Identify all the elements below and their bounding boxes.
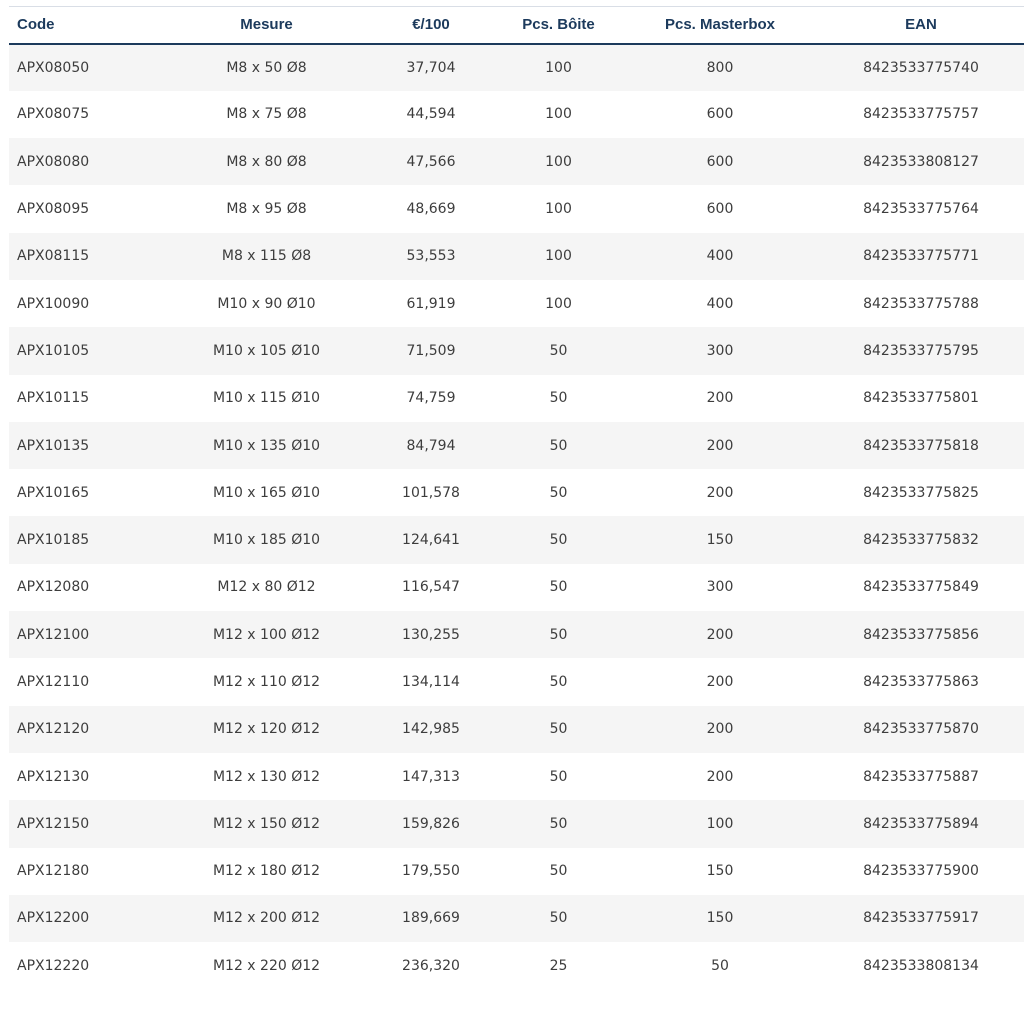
- cell-code: APX10135: [17, 437, 90, 454]
- product-table-container: [9, 6, 1024, 989]
- cell-code: APX12220: [17, 957, 90, 974]
- table-row: [9, 44, 1024, 91]
- cell-code: APX12200: [17, 910, 90, 927]
- cell-code: APX12100: [17, 626, 90, 643]
- table-row: [9, 848, 1024, 895]
- cell-pcs-boite: 100: [545, 59, 572, 76]
- cell-mesure: M12 x 220 Ø12: [212, 957, 321, 974]
- cell-pcs-boite: 100: [545, 248, 572, 265]
- cell-pcs-masterbox: 200: [706, 484, 734, 501]
- cell-price: 61,919: [406, 295, 456, 312]
- cell-pcs-boite: 50: [549, 910, 568, 927]
- cell-price: 236,320: [402, 957, 460, 974]
- cell-price: 47,566: [406, 153, 456, 170]
- cell-mesure: M10 x 115 Ø10: [212, 390, 321, 407]
- cell-pcs-boite: 50: [549, 390, 568, 407]
- table-row: [9, 658, 1024, 705]
- cell-ean: 8423533775863: [863, 674, 979, 690]
- cell-price: 84,794: [406, 437, 456, 454]
- cell-ean: 8423533775900: [863, 863, 979, 880]
- table-row: [9, 564, 1024, 611]
- cell-mesure: M12 x 100 Ø12: [212, 626, 321, 643]
- cell-ean: 8423533775917: [863, 910, 979, 927]
- cell-code: APX08050: [17, 59, 90, 76]
- cell-ean: 8423533775894: [863, 815, 979, 832]
- cell-pcs-boite: 50: [549, 768, 568, 785]
- table-row: [9, 942, 1024, 989]
- cell-price: 189,669: [402, 910, 460, 927]
- cell-pcs-masterbox: 150: [706, 863, 734, 880]
- table-row: [9, 753, 1024, 800]
- table-row: [9, 469, 1024, 516]
- cell-ean: 8423533775757: [863, 106, 979, 123]
- cell-pcs-masterbox: 50: [711, 957, 729, 974]
- cell-pcs-boite: 50: [549, 532, 568, 549]
- cell-pcs-masterbox: 600: [706, 201, 734, 218]
- cell-mesure: M12 x 120 Ø12: [212, 721, 321, 738]
- cell-code: APX08115: [17, 248, 90, 265]
- cell-ean: 8423533775818: [863, 437, 979, 454]
- cell-ean: 8423533808127: [863, 153, 979, 170]
- cell-ean: 8423533775764: [863, 201, 979, 218]
- cell-price: 142,985: [402, 721, 460, 738]
- cell-pcs-boite: 50: [549, 484, 568, 501]
- cell-ean: 8423533775887: [863, 768, 979, 785]
- table-row: [9, 611, 1024, 658]
- cell-ean: 8423533775849: [863, 579, 979, 596]
- product-table: [9, 6, 1024, 989]
- table-row: [9, 895, 1024, 942]
- table-body: [9, 44, 1024, 990]
- cell-pcs-boite: 50: [549, 721, 568, 738]
- cell-pcs-masterbox: 200: [706, 626, 734, 643]
- cell-pcs-boite: 50: [549, 674, 568, 690]
- column-header-ean: EAN: [905, 16, 937, 34]
- cell-price: 130,255: [402, 626, 460, 643]
- column-header-price: €/100: [412, 16, 450, 34]
- cell-ean: 8423533775870: [863, 721, 979, 738]
- cell-code: APX12180: [17, 863, 90, 880]
- cell-pcs-boite: 100: [545, 295, 572, 312]
- cell-pcs-masterbox: 200: [706, 437, 734, 454]
- cell-pcs-masterbox: 200: [706, 768, 734, 785]
- column-header-pcs-boite: Pcs. Bôite: [522, 16, 595, 34]
- cell-mesure: M12 x 200 Ø12: [212, 910, 321, 927]
- cell-ean: 8423533775856: [863, 626, 979, 643]
- cell-code: APX12110: [17, 674, 90, 690]
- table-row: [9, 91, 1024, 138]
- cell-ean: 8423533808134: [863, 957, 979, 974]
- table-row: [9, 138, 1024, 185]
- cell-mesure: M12 x 150 Ø12: [212, 815, 321, 832]
- header-row: [9, 7, 1024, 44]
- cell-code: APX10105: [17, 342, 90, 359]
- cell-price: 37,704: [406, 59, 456, 76]
- cell-code: APX08095: [17, 201, 90, 218]
- cell-pcs-boite: 100: [545, 106, 572, 123]
- cell-price: 101,578: [402, 484, 460, 501]
- cell-mesure: M10 x 165 Ø10: [212, 484, 321, 501]
- cell-code: APX10090: [17, 295, 90, 312]
- cell-code: APX08075: [17, 106, 90, 123]
- cell-ean: 8423533775788: [863, 295, 979, 312]
- cell-mesure: M10 x 105 Ø10: [212, 342, 321, 359]
- cell-price: 147,313: [402, 768, 460, 785]
- cell-ean: 8423533775801: [863, 390, 979, 407]
- cell-code: APX10165: [17, 484, 90, 501]
- cell-pcs-masterbox: 150: [706, 910, 734, 927]
- table-row: [9, 280, 1024, 327]
- cell-pcs-boite: 50: [549, 626, 568, 643]
- cell-pcs-boite: 50: [549, 579, 568, 596]
- cell-pcs-masterbox: 400: [706, 295, 734, 312]
- cell-price: 48,669: [406, 201, 456, 218]
- cell-pcs-boite: 50: [549, 863, 568, 880]
- cell-ean: 8423533775795: [863, 342, 979, 359]
- column-header-code: Code: [17, 16, 55, 34]
- cell-pcs-masterbox: 600: [706, 153, 734, 170]
- cell-mesure: M10 x 90 Ø10: [217, 295, 316, 312]
- cell-pcs-boite: 25: [549, 957, 568, 974]
- cell-ean: 8423533775771: [863, 248, 979, 265]
- cell-price: 134,114: [402, 674, 460, 690]
- cell-pcs-boite: 50: [549, 437, 568, 454]
- cell-price: 116,547: [402, 579, 460, 596]
- column-header-pcs-masterbox: Pcs. Masterbox: [664, 16, 776, 34]
- cell-mesure: M10 x 185 Ø10: [212, 532, 321, 549]
- table-row: [9, 422, 1024, 469]
- cell-code: APX12120: [17, 721, 90, 738]
- cell-mesure: M12 x 110 Ø12: [212, 674, 321, 690]
- cell-code: APX08080: [17, 153, 90, 170]
- table-row: [9, 375, 1024, 422]
- cell-price: 159,826: [402, 815, 460, 832]
- cell-pcs-boite: 100: [545, 201, 572, 218]
- table-row: [9, 233, 1024, 280]
- cell-code: APX12150: [17, 815, 90, 832]
- cell-pcs-boite: 100: [545, 153, 572, 170]
- cell-code: APX12130: [17, 768, 90, 785]
- cell-pcs-boite: 50: [549, 342, 568, 359]
- cell-price: 53,553: [406, 248, 456, 265]
- cell-mesure: M12 x 130 Ø12: [212, 768, 321, 785]
- cell-mesure: M10 x 135 Ø10: [212, 437, 321, 454]
- column-header-mesure: Mesure: [240, 16, 293, 34]
- cell-pcs-masterbox: 300: [706, 579, 734, 596]
- cell-price: 44,594: [406, 106, 456, 123]
- cell-pcs-boite: 50: [549, 815, 568, 832]
- cell-pcs-masterbox: 400: [706, 248, 734, 265]
- cell-price: 179,550: [402, 863, 460, 880]
- cell-price: 71,509: [406, 342, 456, 359]
- cell-ean: 8423533775825: [863, 484, 979, 501]
- table-row: [9, 516, 1024, 563]
- cell-pcs-masterbox: 600: [706, 106, 734, 123]
- cell-mesure: M8 x 95 Ø8: [226, 201, 307, 218]
- cell-price: 124,641: [402, 532, 460, 549]
- table-header: [9, 7, 1024, 44]
- cell-mesure: M8 x 115 Ø8: [221, 248, 312, 265]
- cell-mesure: M12 x 180 Ø12: [212, 863, 321, 880]
- cell-ean: 8423533775740: [863, 59, 979, 76]
- cell-price: 74,759: [406, 390, 456, 407]
- table-row: [9, 800, 1024, 847]
- table-row: [9, 706, 1024, 753]
- cell-pcs-masterbox: 300: [706, 342, 734, 359]
- cell-ean: 8423533775832: [863, 532, 979, 549]
- cell-mesure: M8 x 80 Ø8: [226, 153, 307, 170]
- cell-pcs-masterbox: 200: [706, 721, 734, 738]
- cell-pcs-masterbox: 100: [706, 815, 734, 832]
- cell-code: APX10115: [17, 390, 90, 407]
- cell-code: APX12080: [17, 579, 90, 596]
- cell-pcs-masterbox: 800: [706, 59, 734, 76]
- cell-pcs-masterbox: 200: [706, 674, 734, 690]
- cell-mesure: M8 x 75 Ø8: [226, 106, 307, 123]
- cell-pcs-masterbox: 150: [706, 532, 734, 549]
- cell-code: APX10185: [17, 532, 90, 549]
- cell-mesure: M8 x 50 Ø8: [226, 59, 307, 76]
- table-row: [9, 327, 1024, 374]
- cell-mesure: M12 x 80 Ø12: [217, 579, 316, 596]
- cell-pcs-masterbox: 200: [706, 390, 734, 407]
- table-row: [9, 185, 1024, 232]
